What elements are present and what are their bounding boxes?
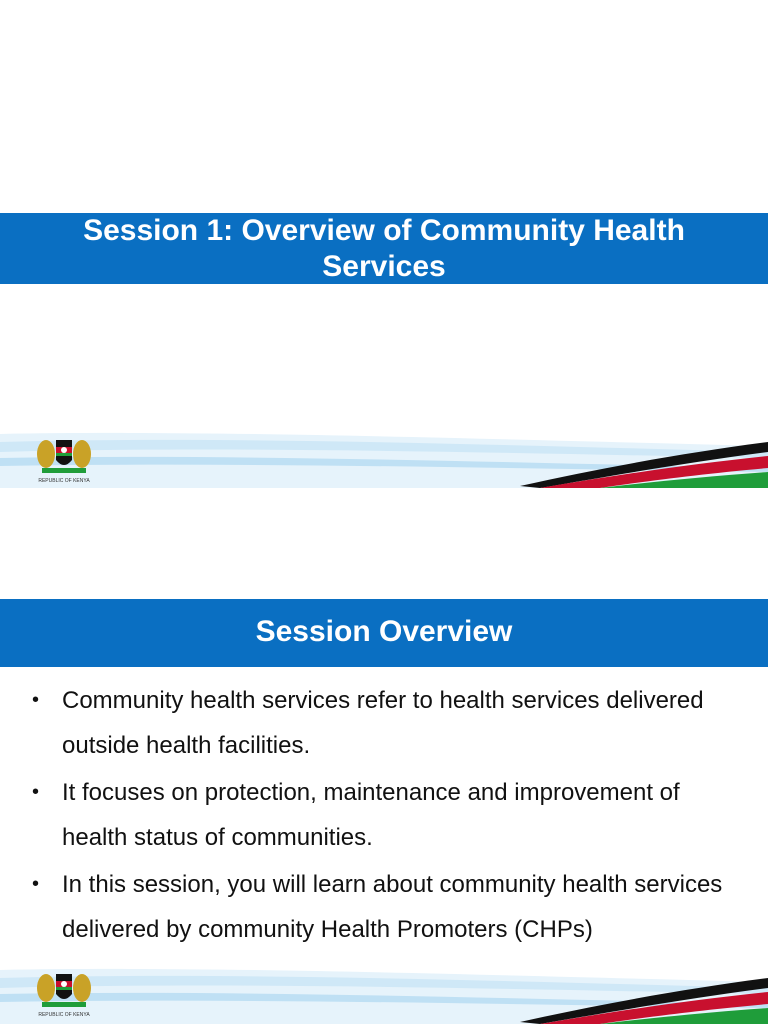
list-item (30, 678, 750, 768)
footer-strip (0, 964, 768, 1024)
title-band (0, 213, 768, 284)
footer-strip (0, 428, 768, 488)
slide-overview (0, 488, 768, 1024)
bullet-text: Community health services refer to health services delivered outside health facilities. (62, 687, 704, 759)
list-item (30, 862, 750, 952)
slide-title-line-1: Session 1: Overview of Community Health (83, 214, 685, 247)
bullet-dot-icon: • (32, 781, 40, 803)
slide-heading: Session Overview (255, 615, 513, 648)
bullet-text: It focuses on protection, maintenance and improvement of health status of communities. (62, 779, 680, 851)
list-item (30, 770, 750, 860)
kenya-coat-of-arms-icon (37, 440, 91, 484)
bullet-text: In this session, you will learn about community health services delivered by community Health Promoters (CHPs) (62, 871, 723, 943)
title-band (0, 599, 768, 667)
slide-title-line-2: Services (322, 250, 446, 283)
emblem-caption: REPUBLIC OF KENYA (38, 478, 90, 484)
bullet-dot-icon: • (32, 873, 40, 895)
bullet-list (30, 678, 750, 954)
kenya-coat-of-arms-icon (37, 974, 91, 1018)
emblem-caption: REPUBLIC OF KENYA (38, 1012, 90, 1018)
slide-title (0, 0, 768, 488)
bullet-dot-icon: • (32, 689, 40, 711)
